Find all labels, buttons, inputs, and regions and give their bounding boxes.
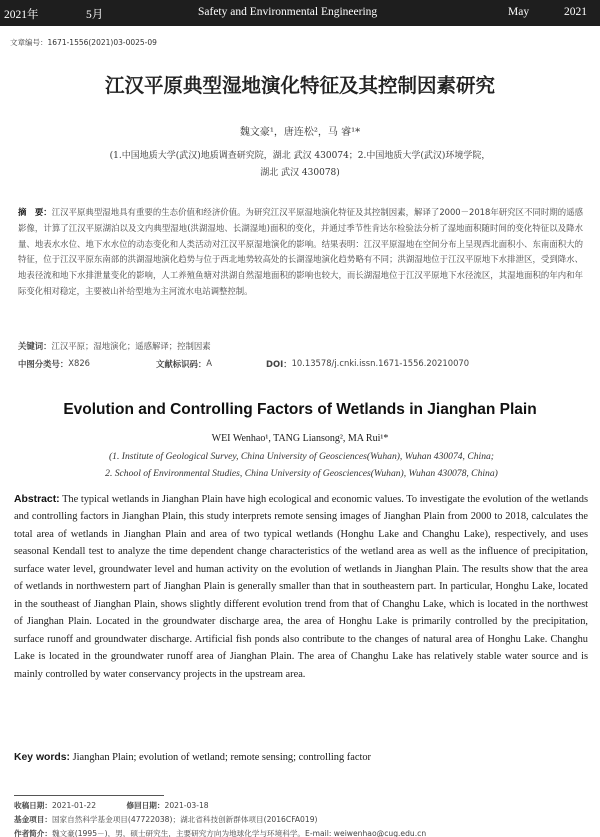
- header-year-cn: 2021年: [4, 9, 39, 21]
- chinese-affiliation-line-1: (1.中国地质大学(武汉)地质调查研究院，湖北 武汉 430074；2.中国地质大学(武汉)环境学院，: [109, 151, 491, 161]
- chinese-keywords: [18, 340, 211, 352]
- fund-text: 国家自然科学基金项目(47722038)；湖北省科技创新群体项目(2016CFA019): [51, 815, 318, 824]
- header-year-en: 2021: [564, 6, 587, 18]
- english-abstract: [14, 491, 588, 683]
- english-keywords-label: Key words:: [14, 752, 71, 763]
- english-affiliations: [14, 448, 589, 482]
- document-code: 文献标识码： A: [156, 358, 212, 369]
- author-bio-text: 魏文豪(1995－)，男，硕士研究生，主要研究方向为地球化学与环境科学。E-mail: weiwenhao@cug.edu.cn: [51, 829, 427, 837]
- chinese-keywords-text: 江汉平原；湿地演化；遥感解译；控制因素: [51, 341, 211, 351]
- clc-number: 中图分类号： X826: [18, 358, 90, 369]
- header-journal-name: Safety and Environmental Engineering: [198, 6, 378, 18]
- chinese-affiliations: [20, 148, 580, 182]
- english-abstract-text: The typical wetlands in Jianghan Plain have high ecological and economic values. To investigate the evolution of the wetlands and controlling factors in Jianghan Plain, this study interprets remote sensing images of Jianghan Plain from 2000 to 2018, calculates the total area of wetlands in Jianghan Plain and area of two typical wetlands (Honghu Lake and Changhu Lake), respectively, and uses seasonal Kendall test to analyze the time dependent change characteristics of the wetland area as well as the influence of precipitation, surface water level, groundwater level and human activity on the evolution of wetlands in Jianghan Plain. The results show that the area of wetlands in northwestern part of Jianghan Plain is generally smaller than that in southeastern part. In particular, Honghu Lake, located in the southeast of Jianghan Plain, shows slightly different evolution trend from that of Changhu Lake, which is located in the northwest of Jianghan Plain. Located in the groundwater discharge area, the area of Honghu Lake is primarily controlled by the precipitation, surface runoff and groundwater discharge. Artificial fish ponds also contribute to the changes of natural area of Honghu Lake. Changhu Lake is located in the groundwater runoff area of Jianghan Plain. The area of Changhu Lake has relatively stable water source and is mainly controlled by water conservancy projects in the upstream area.: [14, 494, 588, 680]
- running-header: [0, 0, 600, 26]
- footnote-dates: 收稿日期：2021-01-22 修回日期：2021-03-18: [14, 801, 209, 810]
- chinese-abstract-label: 摘 要：: [18, 207, 52, 217]
- footnote-divider: [14, 795, 164, 796]
- received-date: 2021-01-22: [51, 801, 97, 810]
- english-affiliation-line-2: 2. School of Environmental Studies, China University of Geosciences(Wuhan), Wuhan 430078, China): [105, 468, 498, 479]
- english-keywords: [14, 752, 371, 763]
- english-affiliation-line-1: (1. Institute of Geological Survey, China University of Geosciences(Wuhan), Wuhan 430074, China;: [108, 451, 495, 462]
- chinese-authors: 魏文豪¹，唐连松²，马 睿¹*: [239, 127, 361, 138]
- footnote-fund: 基金项目：国家自然科学基金项目(47722038)；湖北省科技创新群体项目(2016CFA019): [14, 815, 318, 824]
- english-authors: WEI Wenhao¹, TANG Liansong², MA Rui¹*: [211, 433, 389, 444]
- header-month-en: May: [508, 6, 530, 18]
- chinese-affiliation-line-2: 湖北 武汉 430078): [260, 168, 340, 178]
- doi[interactable]: DOI： 10.13578/j.cnki.issn.1671-1556.20210070: [266, 358, 470, 369]
- chinese-abstract: [18, 205, 583, 300]
- header-month-cn: 5月: [86, 9, 104, 21]
- revised-date: 2021-03-18: [164, 801, 209, 810]
- english-title: Evolution and Controlling Factors of Wetlands in Jianghan Plain: [63, 401, 537, 418]
- english-keywords-text: Jianghan Plain; evolution of wetland; remote sensing; controlling factor: [72, 752, 372, 763]
- chinese-title: 江汉平原典型湿地演化特征及其控制因素研究: [104, 74, 495, 97]
- chinese-abstract-text: 江汉平原典型湿地具有重要的生态价值和经济价值。为研究江汉平原湿地演化特征及其控制因素，解译了2000－2018年研究区不同时期的遥感影像，计算了江汉平原湖泊以及文内典型湿地(洪湖湿地、长湖湿地)面积的变化，并通过季节性肯达尔检验法分析了湿地面积随时间的变化特征以及降水量、地表水水位、地下水水位的动态变化和人类活动对江汉平原湿地演化的影响。结果表明：江汉平原湿地在空间分布上呈现西北面积小、东南面积大的特征，位于江汉平原东南部的洪湖湿地演化趋势与位于西北地势较高处的长湖湿地演化趋势略有不同；洪湖湿地位于江汉平原地下水排泄区，受到降水、地表径流和地下水排泄量变化的影响，人工养殖鱼塘对洪湖自然湿地面积的影响也较大，而长湖湿地位于江汉平原地下水径流区，其湿地面积的年内和年际变化相对稳定，主要被山补给型地为主河流水电站调整控制。: [18, 207, 584, 296]
- article-number: 文章编号：1671-1556(2021)03-0025-09: [10, 38, 157, 47]
- english-abstract-label: Abstract:: [14, 494, 60, 505]
- footnote-author-bio: 作者简介：魏文豪(1995－)，男，硕士研究生，主要研究方向为地球化学与环境科学。E-mail: weiwenhao@cug.edu.cn: [14, 829, 427, 837]
- chinese-keywords-label: 关键词：: [18, 341, 52, 351]
